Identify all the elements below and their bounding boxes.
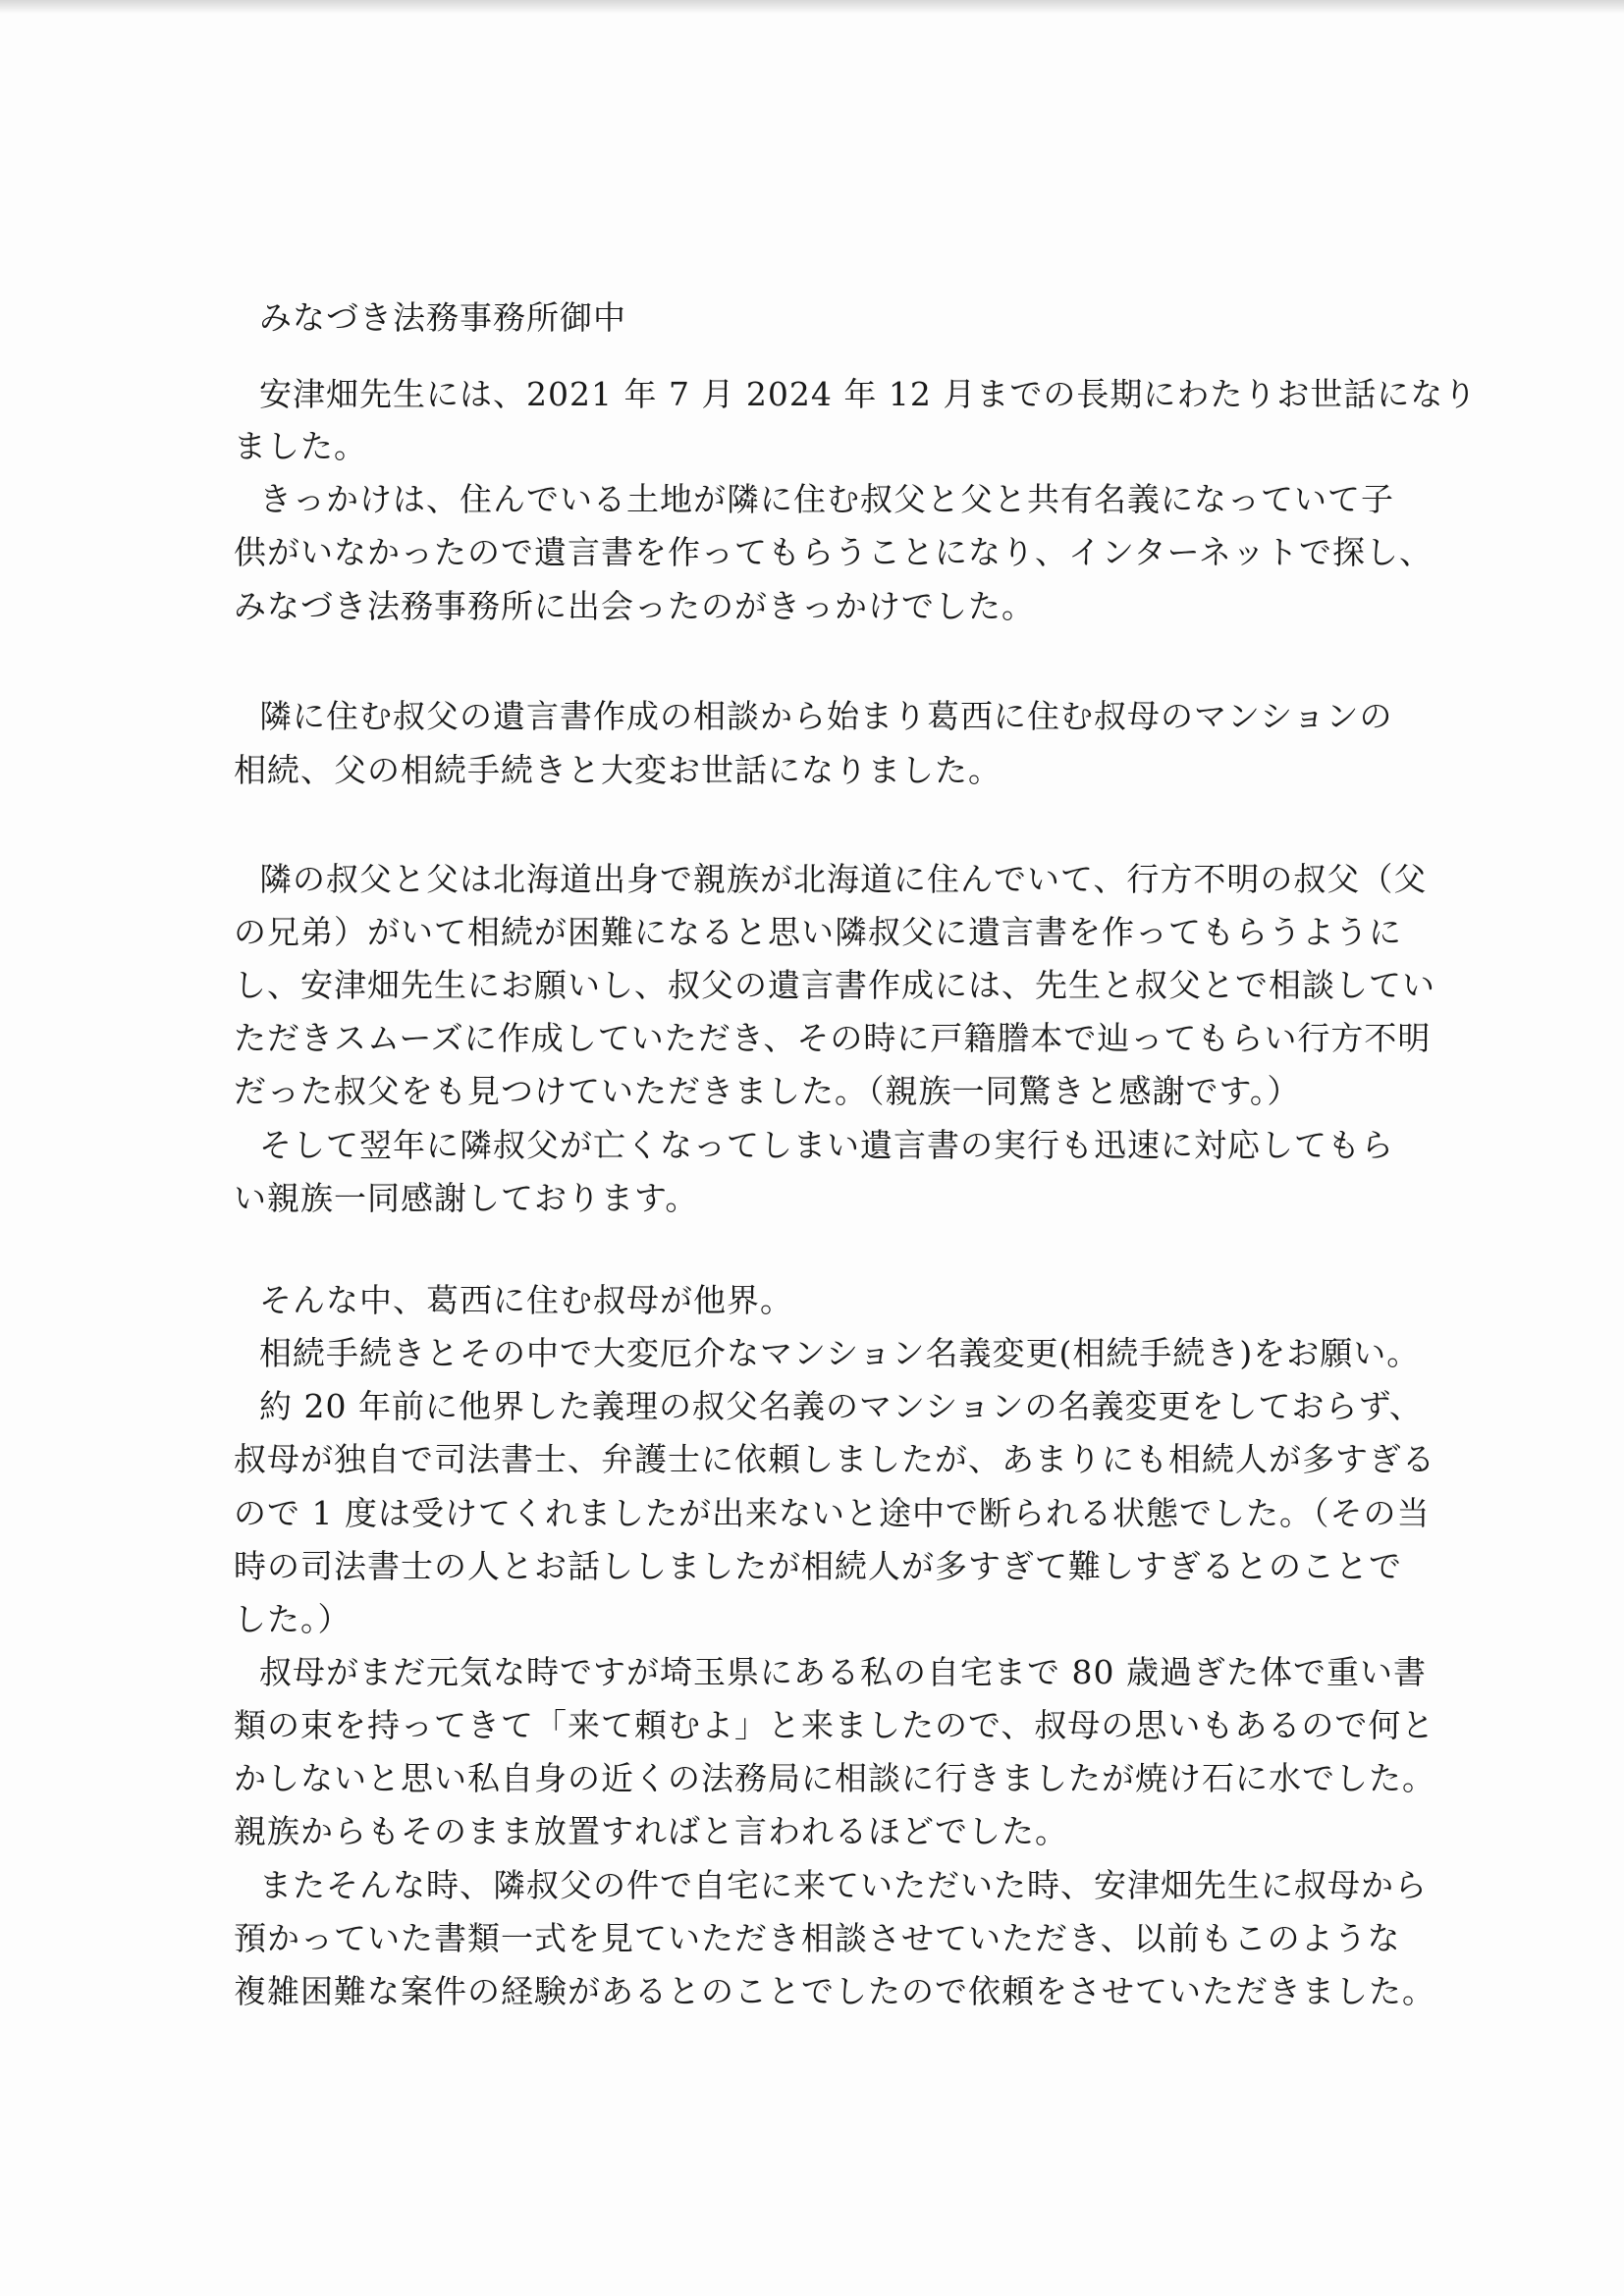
text-line: 叔母がまだ元気な時ですが埼玉県にある私の自宅まで 80 歳過ぎた体で重い書 [259, 1653, 1427, 1691]
text-line: ので 1 度は受けてくれましたが出来ないと途中で断られる状態でした。（その当 [234, 1494, 1431, 1532]
text-line: 預かっていた書類一式を見ていただき相談させていただき、以前もこのような [234, 1919, 1401, 1957]
text-line: 相続手続きとその中で大変厄介なマンション名義変更(相続手続き)をお願い。 [259, 1334, 1421, 1372]
text-line: 隣に住む叔父の遺言書作成の相談から始まり葛西に住む叔母のマンションの [259, 697, 1393, 735]
text-line: 叔母が独自で司法書士、弁護士に依頼しましたが、あまりにも相続人が多すぎる [234, 1440, 1435, 1478]
text-line: い親族一同感謝しております。 [234, 1179, 699, 1217]
text-line: 類の束を持ってきて「来て頼むよ」と来ましたので、叔母の思いもあるので何と [234, 1706, 1435, 1744]
text-line: きっかけは、住んでいる土地が隣に住む叔父と父と共有名義になっていて子 [259, 480, 1394, 518]
text-line: 約 20 年前に他界した義理の叔父名義のマンションの名義変更をしておらず、 [259, 1387, 1423, 1425]
text-line: ました。 [234, 427, 367, 465]
text-line: 安津畑先生には、2021 年 7 月 2024 年 12 月までの長期にわたりお世話になり [259, 375, 1478, 413]
text-line: した。） [234, 1600, 352, 1638]
text-line: 親族からもそのまま放置すればと言われるほどでした。 [234, 1812, 1068, 1850]
text-line: ただきスムーズに作成していただき、その時に戸籍謄本で辿ってもらい行方不明 [234, 1019, 1432, 1057]
text-line: かしないと思い私自身の近くの法務局に相談に行きましたが焼け石に水でした。 [234, 1759, 1435, 1797]
text-line: みなづき法務事務所に出会ったのがきっかけでした。 [234, 587, 1035, 625]
text-line: の兄弟）がいて相続が困難になると思い隣叔父に遺言書を作ってもらうように [234, 913, 1402, 951]
text-line: 隣の叔父と父は北海道出身で親族が北海道に住んでいて、行方不明の叔父（父 [259, 860, 1428, 898]
text-line: だった叔父をも見つけていただきました。（親族一同驚きと感謝です。） [234, 1072, 1301, 1110]
addressee: みなづき法務事務所御中 [259, 298, 626, 337]
text-line: 時の司法書士の人とお話ししましたが相続人が多すぎて難しすぎるとのことで [234, 1547, 1402, 1585]
text-line: そんな中、葛西に住む叔母が他界。 [259, 1281, 793, 1319]
scan-edge-shadow [0, 0, 1624, 14]
text-line: またそんな時、隣叔父の件で自宅に来ていただいた時、安津畑先生に叔母から [259, 1866, 1428, 1904]
text-line: 供がいなかったので遺言書を作ってもらうことになり、インターネットで探し、 [234, 533, 1434, 571]
text-line: し、安津畑先生にお願いし、叔父の遺言書作成には、先生と叔父とで相談してい [234, 966, 1435, 1004]
text-line: そして翌年に隣叔父が亡くなってしまい遺言書の実行も迅速に対応してもら [259, 1126, 1394, 1164]
text-line: 複雑困難な案件の経験があるとのことでしたので依頼をさせていただきました。 [234, 1972, 1435, 2010]
text-line: 相続、父の相続手続きと大変お世話になりました。 [234, 751, 1001, 789]
